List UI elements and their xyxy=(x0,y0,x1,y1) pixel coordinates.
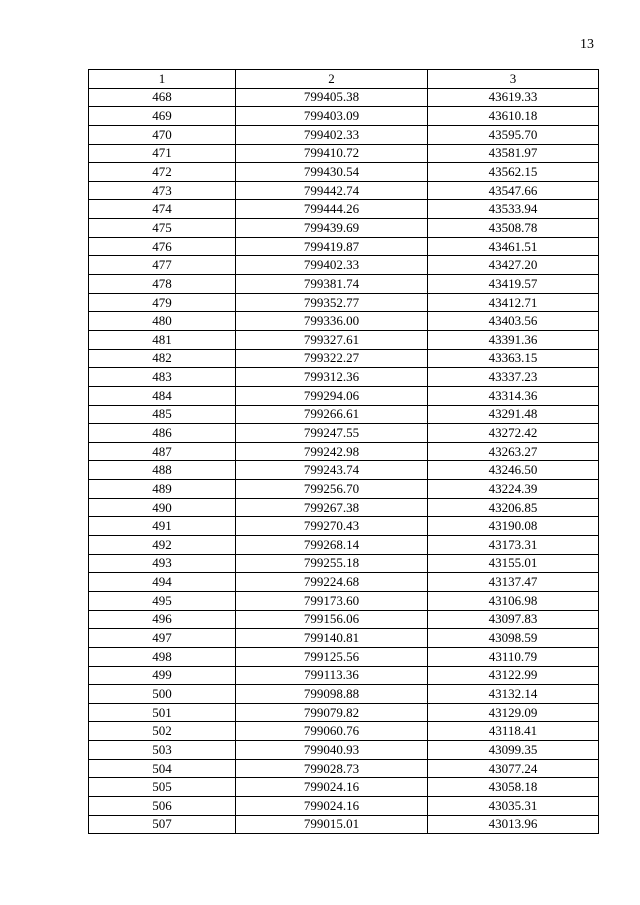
y-coordinate-cell: 43533.94 xyxy=(428,200,599,219)
table-row xyxy=(89,330,599,349)
table-row xyxy=(89,778,599,797)
table-row xyxy=(89,293,599,312)
y-coordinate-cell: 43106.98 xyxy=(428,591,599,610)
table-row xyxy=(89,666,599,685)
y-coordinate-cell: 43097.83 xyxy=(428,610,599,629)
point-number-cell: 504 xyxy=(89,759,236,778)
x-coordinate-cell: 799266.61 xyxy=(236,405,428,424)
y-coordinate-cell: 43363.15 xyxy=(428,349,599,368)
x-coordinate-cell: 799267.38 xyxy=(236,498,428,517)
y-coordinate-cell: 43547.66 xyxy=(428,181,599,200)
y-coordinate-cell: 43224.39 xyxy=(428,480,599,499)
x-coordinate-cell: 799403.09 xyxy=(236,107,428,126)
y-coordinate-cell: 43013.96 xyxy=(428,815,599,834)
y-coordinate-cell: 43581.97 xyxy=(428,144,599,163)
table-row xyxy=(89,536,599,555)
x-coordinate-cell: 799079.82 xyxy=(236,703,428,722)
x-coordinate-cell: 799040.93 xyxy=(236,741,428,760)
x-coordinate-cell: 799173.60 xyxy=(236,591,428,610)
y-coordinate-cell: 43058.18 xyxy=(428,778,599,797)
table-row xyxy=(89,591,599,610)
y-coordinate-cell: 43337.23 xyxy=(428,368,599,387)
table-row xyxy=(89,386,599,405)
table-row xyxy=(89,498,599,517)
point-number-cell: 496 xyxy=(89,610,236,629)
point-number-cell: 499 xyxy=(89,666,236,685)
table-row xyxy=(89,703,599,722)
table-row xyxy=(89,405,599,424)
table-body xyxy=(89,88,599,834)
y-coordinate-cell: 43246.50 xyxy=(428,461,599,480)
point-number-cell: 474 xyxy=(89,200,236,219)
y-coordinate-cell: 43035.31 xyxy=(428,796,599,815)
x-coordinate-cell: 799381.74 xyxy=(236,275,428,294)
x-coordinate-cell: 799256.70 xyxy=(236,480,428,499)
point-number-cell: 470 xyxy=(89,125,236,144)
table-row xyxy=(89,741,599,760)
point-number-cell: 469 xyxy=(89,107,236,126)
x-coordinate-cell: 799140.81 xyxy=(236,629,428,648)
y-coordinate-cell: 43137.47 xyxy=(428,573,599,592)
column-header-3: 3 xyxy=(428,70,599,89)
y-coordinate-cell: 43391.36 xyxy=(428,330,599,349)
point-number-cell: 484 xyxy=(89,386,236,405)
point-number-cell: 498 xyxy=(89,647,236,666)
point-number-cell: 477 xyxy=(89,256,236,275)
y-coordinate-cell: 43077.24 xyxy=(428,759,599,778)
y-coordinate-cell: 43206.85 xyxy=(428,498,599,517)
table-row xyxy=(89,424,599,443)
y-coordinate-cell: 43619.33 xyxy=(428,88,599,107)
y-coordinate-cell: 43118.41 xyxy=(428,722,599,741)
table-row xyxy=(89,554,599,573)
y-coordinate-cell: 43291.48 xyxy=(428,405,599,424)
point-number-cell: 500 xyxy=(89,685,236,704)
table-row xyxy=(89,629,599,648)
column-header-1: 1 xyxy=(89,70,236,89)
x-coordinate-cell: 799270.43 xyxy=(236,517,428,536)
x-coordinate-cell: 799439.69 xyxy=(236,219,428,238)
table-row xyxy=(89,200,599,219)
point-number-cell: 503 xyxy=(89,741,236,760)
y-coordinate-cell: 43155.01 xyxy=(428,554,599,573)
table-row xyxy=(89,256,599,275)
table-row xyxy=(89,125,599,144)
x-coordinate-cell: 799015.01 xyxy=(236,815,428,834)
y-coordinate-cell: 43595.70 xyxy=(428,125,599,144)
y-coordinate-cell: 43412.71 xyxy=(428,293,599,312)
table-row xyxy=(89,573,599,592)
x-coordinate-cell: 799410.72 xyxy=(236,144,428,163)
point-number-cell: 507 xyxy=(89,815,236,834)
point-number-cell: 493 xyxy=(89,554,236,573)
x-coordinate-cell: 799098.88 xyxy=(236,685,428,704)
x-coordinate-cell: 799060.76 xyxy=(236,722,428,741)
point-number-cell: 480 xyxy=(89,312,236,331)
point-number-cell: 488 xyxy=(89,461,236,480)
point-number-cell: 492 xyxy=(89,536,236,555)
x-coordinate-cell: 799242.98 xyxy=(236,442,428,461)
x-coordinate-cell: 799336.00 xyxy=(236,312,428,331)
x-coordinate-cell: 799255.18 xyxy=(236,554,428,573)
point-number-cell: 506 xyxy=(89,796,236,815)
point-number-cell: 495 xyxy=(89,591,236,610)
y-coordinate-cell: 43403.56 xyxy=(428,312,599,331)
x-coordinate-cell: 799247.55 xyxy=(236,424,428,443)
x-coordinate-cell: 799327.61 xyxy=(236,330,428,349)
y-coordinate-cell: 43610.18 xyxy=(428,107,599,126)
table-row xyxy=(89,312,599,331)
y-coordinate-cell: 43419.57 xyxy=(428,275,599,294)
y-coordinate-cell: 43173.31 xyxy=(428,536,599,555)
point-number-cell: 501 xyxy=(89,703,236,722)
x-coordinate-cell: 799125.56 xyxy=(236,647,428,666)
point-number-cell: 490 xyxy=(89,498,236,517)
point-number-cell: 491 xyxy=(89,517,236,536)
point-number-cell: 478 xyxy=(89,275,236,294)
page-number: 13 xyxy=(580,37,594,52)
x-coordinate-cell: 799224.68 xyxy=(236,573,428,592)
point-number-cell: 472 xyxy=(89,163,236,182)
y-coordinate-cell: 43098.59 xyxy=(428,629,599,648)
x-coordinate-cell: 799405.38 xyxy=(236,88,428,107)
table-row xyxy=(89,722,599,741)
point-number-cell: 486 xyxy=(89,424,236,443)
column-header-2: 2 xyxy=(236,70,428,89)
point-number-cell: 479 xyxy=(89,293,236,312)
point-number-cell: 487 xyxy=(89,442,236,461)
table-row xyxy=(89,647,599,666)
table-row xyxy=(89,163,599,182)
table-row xyxy=(89,144,599,163)
x-coordinate-cell: 799028.73 xyxy=(236,759,428,778)
table-row xyxy=(89,759,599,778)
point-number-cell: 482 xyxy=(89,349,236,368)
table-row xyxy=(89,815,599,834)
x-coordinate-cell: 799312.36 xyxy=(236,368,428,387)
y-coordinate-cell: 43110.79 xyxy=(428,647,599,666)
coordinates-table xyxy=(88,69,599,834)
y-coordinate-cell: 43263.27 xyxy=(428,442,599,461)
y-coordinate-cell: 43272.42 xyxy=(428,424,599,443)
x-coordinate-cell: 799113.36 xyxy=(236,666,428,685)
y-coordinate-cell: 43461.51 xyxy=(428,237,599,256)
x-coordinate-cell: 799352.77 xyxy=(236,293,428,312)
y-coordinate-cell: 43132.14 xyxy=(428,685,599,704)
y-coordinate-cell: 43122.99 xyxy=(428,666,599,685)
x-coordinate-cell: 799322.27 xyxy=(236,349,428,368)
table-row xyxy=(89,517,599,536)
point-number-cell: 481 xyxy=(89,330,236,349)
x-coordinate-cell: 799442.74 xyxy=(236,181,428,200)
x-coordinate-cell: 799294.06 xyxy=(236,386,428,405)
table-header-row xyxy=(89,70,599,89)
point-number-cell: 505 xyxy=(89,778,236,797)
x-coordinate-cell: 799156.06 xyxy=(236,610,428,629)
table-row xyxy=(89,219,599,238)
y-coordinate-cell: 43562.15 xyxy=(428,163,599,182)
point-number-cell: 483 xyxy=(89,368,236,387)
table-row xyxy=(89,610,599,629)
x-coordinate-cell: 799402.33 xyxy=(236,125,428,144)
table-row xyxy=(89,461,599,480)
x-coordinate-cell: 799430.54 xyxy=(236,163,428,182)
table-row xyxy=(89,368,599,387)
x-coordinate-cell: 799024.16 xyxy=(236,778,428,797)
x-coordinate-cell: 799419.87 xyxy=(236,237,428,256)
point-number-cell: 476 xyxy=(89,237,236,256)
table-row xyxy=(89,275,599,294)
point-number-cell: 494 xyxy=(89,573,236,592)
x-coordinate-cell: 799402.33 xyxy=(236,256,428,275)
y-coordinate-cell: 43129.09 xyxy=(428,703,599,722)
table-row xyxy=(89,181,599,200)
point-number-cell: 502 xyxy=(89,722,236,741)
table-row xyxy=(89,88,599,107)
table-row xyxy=(89,107,599,126)
x-coordinate-cell: 799243.74 xyxy=(236,461,428,480)
point-number-cell: 485 xyxy=(89,405,236,424)
point-number-cell: 468 xyxy=(89,88,236,107)
x-coordinate-cell: 799024.16 xyxy=(236,796,428,815)
y-coordinate-cell: 43508.78 xyxy=(428,219,599,238)
table-row xyxy=(89,349,599,368)
x-coordinate-cell: 799268.14 xyxy=(236,536,428,555)
table-row xyxy=(89,796,599,815)
point-number-cell: 489 xyxy=(89,480,236,499)
x-coordinate-cell: 799444.26 xyxy=(236,200,428,219)
point-number-cell: 497 xyxy=(89,629,236,648)
table-row xyxy=(89,480,599,499)
point-number-cell: 475 xyxy=(89,219,236,238)
y-coordinate-cell: 43314.36 xyxy=(428,386,599,405)
point-number-cell: 473 xyxy=(89,181,236,200)
y-coordinate-cell: 43099.35 xyxy=(428,741,599,760)
table-row xyxy=(89,237,599,256)
table-row xyxy=(89,442,599,461)
table-row xyxy=(89,685,599,704)
y-coordinate-cell: 43190.08 xyxy=(428,517,599,536)
point-number-cell: 471 xyxy=(89,144,236,163)
y-coordinate-cell: 43427.20 xyxy=(428,256,599,275)
